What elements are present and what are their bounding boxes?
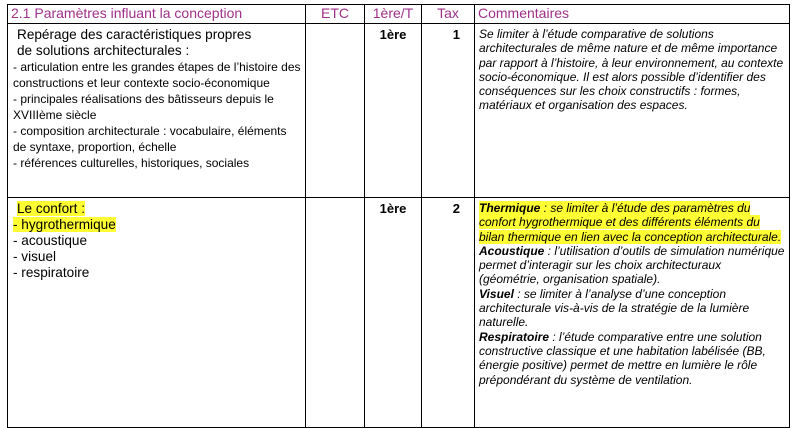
row2-parameters-cell <box>8 198 306 428</box>
document-page <box>7 4 790 428</box>
row1-title-line2: de solutions architecturales : <box>17 43 190 58</box>
comment-respiratoire-text: : l’étude comparative entre une solution constructive classique et une habitation labélisée (BB, énergie positive) permet de mettre en lumière le rôle prépondérant du système de ventilation. <box>479 329 766 387</box>
header-comments: Commentaires <box>475 5 790 24</box>
row1-tax: 1 <box>422 24 475 198</box>
row1-item: - composition architecturale : vocabulaire, éléments de syntaxe, proportion, échelle <box>13 124 287 154</box>
row1-level: 1ère <box>365 24 422 198</box>
program-table <box>7 4 790 428</box>
row2-item-hygrothermique: - hygrothermique <box>13 217 116 232</box>
row2-title: Le confort : <box>17 201 86 216</box>
comment-respiratoire-label: Respiratoire <box>479 329 550 344</box>
comment-visuel-text: : se limiter à l’analyse d’une conception architecturale vis-à-vis de la stratégie de la lumière naturelle. <box>479 286 750 330</box>
row1-parameters-cell <box>8 24 306 198</box>
row1-etc-cell <box>306 24 365 198</box>
row2-tax: 2 <box>422 198 475 428</box>
comment-thermique-label: Thermique <box>479 201 541 215</box>
header-etc: ETC <box>306 5 365 24</box>
comment-respiratoire <box>479 330 785 387</box>
row1-item: - articulation entre les grandes étapes de l’histoire des constructions et leur contexte socio-économique <box>13 60 301 90</box>
header-level: 1ère/T <box>365 5 422 24</box>
comment-acoustique-label: Acoustique <box>479 243 545 258</box>
table-row <box>8 198 790 428</box>
header-parameters: 2.1 Paramètres influant la conception <box>8 5 306 24</box>
row1-item: - références culturelles, historiques, sociales <box>13 156 250 170</box>
comment-thermique-text: : se limiter à l’étude des paramètres du confort hygrothermique et des différents éléments du bilan thermique en lien avec la conception architecturale. <box>479 201 782 244</box>
comment-thermique <box>479 201 785 244</box>
row1-item: - principales réalisations des bâtisseurs depuis le XVIIIème siècle <box>13 92 274 122</box>
comment-acoustique <box>479 244 785 287</box>
comment-visuel-label: Visuel <box>479 286 514 301</box>
row1-title-line1: Repérage des caractéristiques propres <box>17 27 252 42</box>
row2-item-acoustique: - acoustique <box>13 233 88 248</box>
table-header-row <box>8 5 790 24</box>
header-tax: Tax <box>422 5 475 24</box>
row2-comment-cell <box>475 198 790 428</box>
row2-item-respiratoire: - respiratoire <box>13 265 90 280</box>
row2-level: 1ère <box>365 198 422 428</box>
row2-item-visuel: - visuel <box>13 249 57 264</box>
row1-comment: Se limiter à l’étude comparative de solutions architecturales de même nature et de même importance par rapport à l’histoire, à leur environnement, au contexte socio-économique. Il est alors possible d’identifier des conséquences sur les choix constructifs : formes, matériaux et organisation des espaces. <box>475 24 790 198</box>
comment-acoustique-text: : l’utilisation d’outils de simulation numérique permet d’interagir sur les choix architecturaux (géométrie, organisation spatiale). <box>479 243 785 287</box>
table-row <box>8 24 790 198</box>
row2-etc-cell <box>306 198 365 428</box>
comment-visuel <box>479 287 785 330</box>
